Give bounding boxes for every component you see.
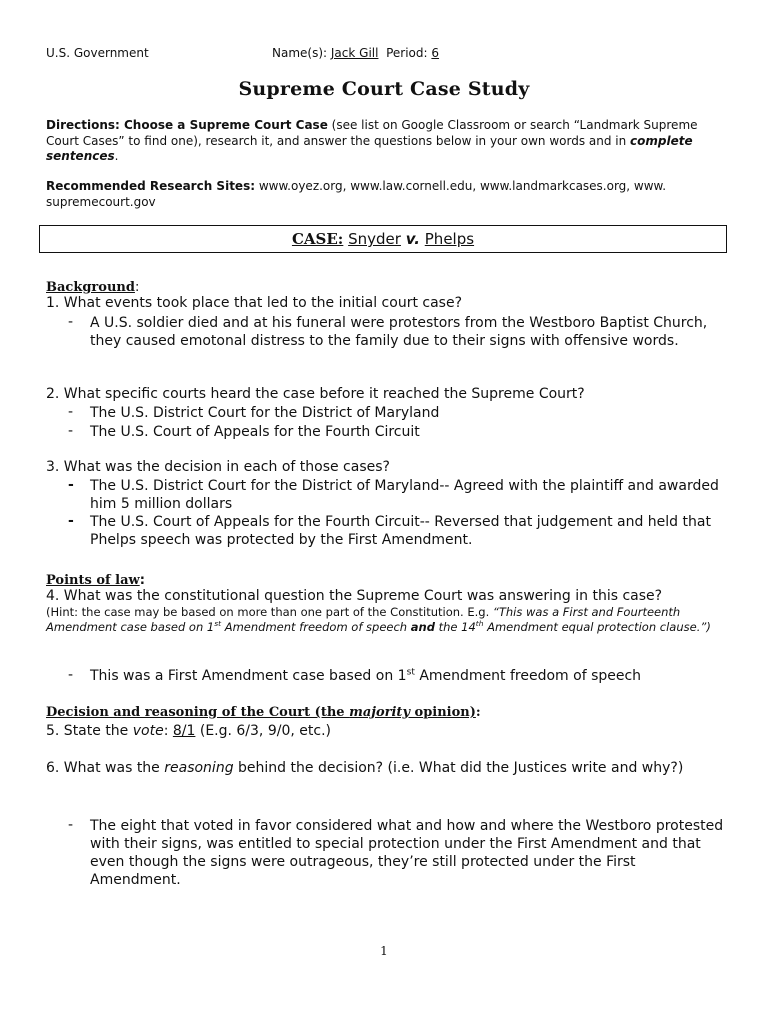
decision-heading-colon: : [475,705,481,720]
hint-italic: the 14 [434,620,476,634]
background-heading [46,276,139,295]
page-number: 1 [380,944,388,958]
case-label: CASE: [291,230,344,248]
answer-3b: The U.S. Court of Appeals for the Fourth Circuit-- Reversed that judgement and held that Phelps speech was protected by the First Amendment. [90,514,711,548]
hint-italic: “This was a First and Fourteenth Amendment case based on 1 [46,605,681,634]
decision-heading [46,705,481,720]
case-box [39,225,727,253]
course-name: U.S. Government [46,46,149,60]
directions [46,118,726,165]
hint-bold: and [410,620,435,634]
answer-4-suffix: Amendment freedom of speech [414,668,642,684]
question-5-example: (E.g. 6/3, 9/0, etc.) [195,723,331,739]
answer-4-sup: st [406,667,415,678]
research-label: Recommended Research Sites: [46,179,256,193]
case-party2: Phelps [424,230,475,248]
question-5-italic: vote [132,723,164,739]
decision-heading-text: Decision and reasoning of the Court (the [46,705,350,720]
answer-1: A U.S. soldier died and at his funeral were protestors from the Westboro Baptist Church, they caused emotonal distress to the family due to their signs with offensive words. [90,315,708,349]
decision-heading-italic: majority [349,705,410,720]
research-sites-list: www.oyez.org, www.law.cornell.edu, www.landmarkcases.org, www. supremecourt.gov [46,179,667,209]
vote-value: 8/1 [172,723,196,739]
answer-dash: - [68,513,74,529]
hint-sup: th [475,619,484,629]
answer-dash: - [68,477,74,493]
question-4: 4. What was the constitutional question the Supreme Court was answering in this case? [46,588,663,604]
decision-heading-suffix: opinion) [410,705,476,720]
student-name: Jack Gill [330,46,379,60]
answer-2b: The U.S. Court of Appeals for the Fourth Circuit [90,424,420,440]
directions-emphasis: complete sentences [46,133,693,163]
research-sites [46,179,726,210]
question-6-italic: reasoning [164,760,234,776]
answer-dash: - [68,817,74,833]
question-1: 1. What events took place that led to the initial court case? [46,295,463,311]
answer-2a: The U.S. District Court for the District of Maryland [90,405,440,421]
points-of-law-colon: : [139,573,145,588]
answer-dash: - [68,404,74,420]
answer-3a: The U.S. District Court for the District of Maryland-- Agreed with the plaintiff and awarded him 5 million dollars [90,478,719,512]
hint-italic: Amendment equal protection clause.”) [483,620,711,634]
question-5 [46,723,331,739]
question-6-text: 6. What was the [46,760,165,776]
answer-4 [90,667,730,685]
answer-6: The eight that voted in favor considered what and how and where the Westboro protested with their signs, was entitled to special protection under the First Amendment and that even though the signs were outrageous, they’re still protected under the First Amendment. [90,818,724,888]
period-label: Period: [386,46,428,60]
case-versus: v. [405,230,420,248]
hint-italic: Amendment freedom of speech [221,620,411,634]
question-2: 2. What specific courts heard the case before it reached the Supreme Court? [46,386,585,402]
hint-prefix: (Hint: the case may be based on more than one part of the Constitution. E.g. [46,605,493,619]
student-info [272,46,439,60]
question-6-suffix: behind the decision? (i.e. What did the Justices write and why?) [233,760,684,776]
question-5-text: 5. State the [46,723,133,739]
directions-end: . [114,149,119,163]
points-of-law-heading-text: Points of law [46,573,140,588]
question-4-hint [46,605,736,635]
points-of-law-heading [46,569,145,588]
question-5-colon: : [163,723,173,739]
answer-4-text: This was a First Amendment case based on 1 [90,668,407,684]
background-heading-text: Background [46,280,135,295]
question-3: 3. What was the decision in each of those cases? [46,459,390,475]
hint-sup: st [214,619,222,629]
directions-text: (see list on Google Classroom or search “Landmark Supreme Court Cases” to find one), research it, and answer the questions below in your own words and in [46,118,698,148]
directions-label: Directions: Choose a Supreme Court Case [46,118,328,132]
case-party1: Snyder [348,230,401,248]
names-label: Name(s): [272,46,328,60]
answer-dash: - [68,314,74,330]
answer-dash: - [68,423,74,439]
question-6 [46,759,726,777]
page-title: Supreme Court Case Study [238,78,530,100]
background-heading-colon: : [134,280,140,295]
answer-dash: - [68,667,74,683]
period-value: 6 [431,46,440,60]
